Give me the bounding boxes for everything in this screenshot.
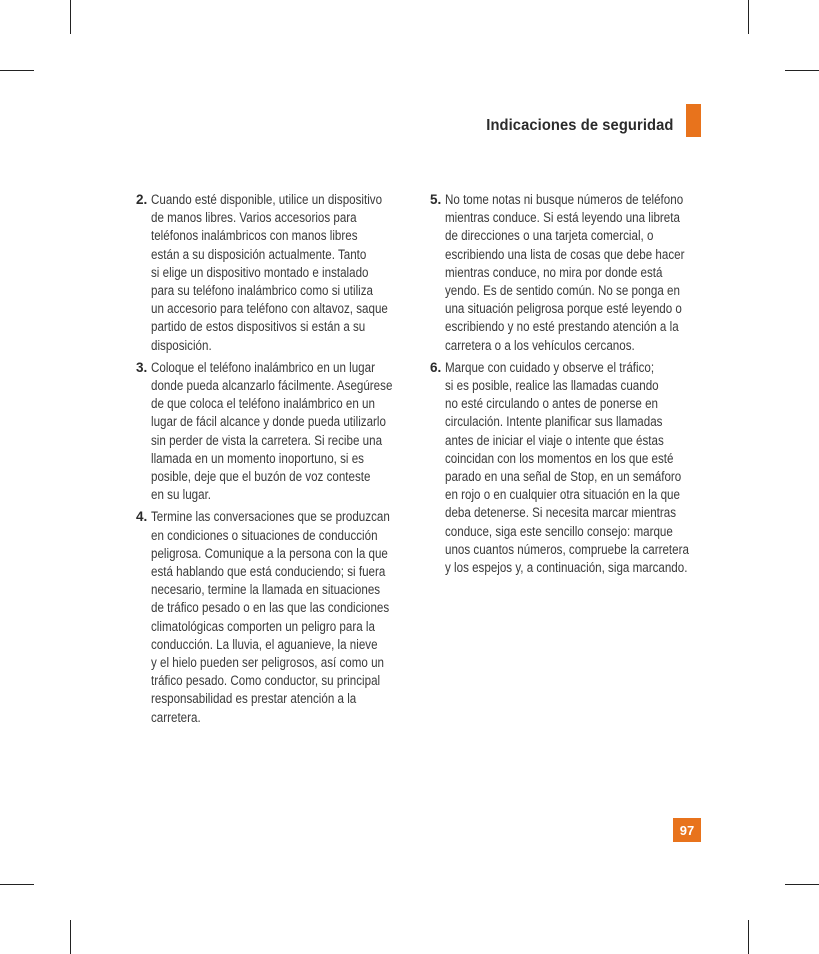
crop-mark [785, 70, 819, 71]
crop-mark [748, 0, 749, 34]
page-number: 97 [673, 818, 701, 842]
list-item [136, 508, 408, 726]
list-item [430, 191, 705, 355]
section-tab-marker [686, 104, 701, 137]
list-item [136, 359, 408, 505]
list-item [430, 359, 705, 577]
item-number: 2. [136, 192, 148, 207]
item-text: Cuando esté disponible, utilice un dispositivo de manos libres. Varios accesorios para teléfonos inalámbricos con manos libres están a su disposición actualmente. Tanto si elige un dispositivo montado e instalado para su teléfono inalámbrico como si utiliza un accesorio para teléfono con altavoz, saque partido de estos dispositivos si están a su disposición. [151, 192, 388, 353]
item-number: 6. [430, 359, 442, 375]
right-column [430, 191, 705, 581]
item-text: Coloque el teléfono inalámbrico en un lugar donde pueda alcanzarlo fácilmente. Asegúrese de que coloca el teléfono inalámbrico en un lugar de fácil alcance y donde pueda utilizarlo sin perder de vista la carretera. Si recibe una llamada en un momento inoportuno, si es posible, deje que el buzón de voz conteste en su lugar. [151, 359, 393, 503]
item-text: Termine las conversaciones que se produzcan en condiciones o situaciones de conducción peligrosa. Comunique a la persona con la que está hablando que está conduciendo; si fuera necesario, termine la llamada en situaciones de tráfico pesado o en las que las condiciones climatológicas comporten un peligro para la conducción. La lluvia, el aguanieve, la nieve y el hielo pueden ser peligrosos, así como un tráfico pesado. Como conductor, su principal responsabilidad es prestar atención a la carretera. [151, 509, 390, 725]
crop-mark [70, 920, 71, 954]
crop-mark [0, 884, 34, 885]
left-column [136, 191, 408, 731]
item-text: Marque con cuidado y observe el tráfico; si es posible, realice las llamadas cuando no esté circulando o antes de ponerse en circulación. Intente planificar sus llamadas antes de iniciar el viaje o intente que éstas coincidan con los momentos en los que esté parado en una señal de Stop, en un semáforo en rojo o en cualquier otra situación en la que deba detenerse. Si necesita marcar mientras conduce, siga este sencillo consejo: marque unos cuantos números, compruebe la carretera y los espejos y, a continuación, siga marcando. [445, 359, 689, 576]
item-text: No tome notas ni busque números de teléfono mientras conduce. Si está leyendo una libreta de direcciones o una tarjeta comercial, o escribiendo una lista de cosas que debe hacer mientras conduce, no mira por donde está yendo. Es de sentido común. No se ponga en una situación peligrosa porque esté leyendo o escribiendo y no esté prestando atención a la carretera o a los vehículos cercanos. [445, 192, 685, 353]
crop-mark [70, 0, 71, 34]
page-section-title: Indicaciones de seguridad [485, 117, 673, 134]
list-item [136, 191, 408, 355]
crop-mark [785, 884, 819, 885]
item-number: 5. [430, 192, 442, 207]
item-number: 3. [136, 359, 148, 375]
item-number: 4. [136, 509, 148, 525]
crop-mark [0, 70, 34, 71]
crop-mark [748, 920, 749, 954]
